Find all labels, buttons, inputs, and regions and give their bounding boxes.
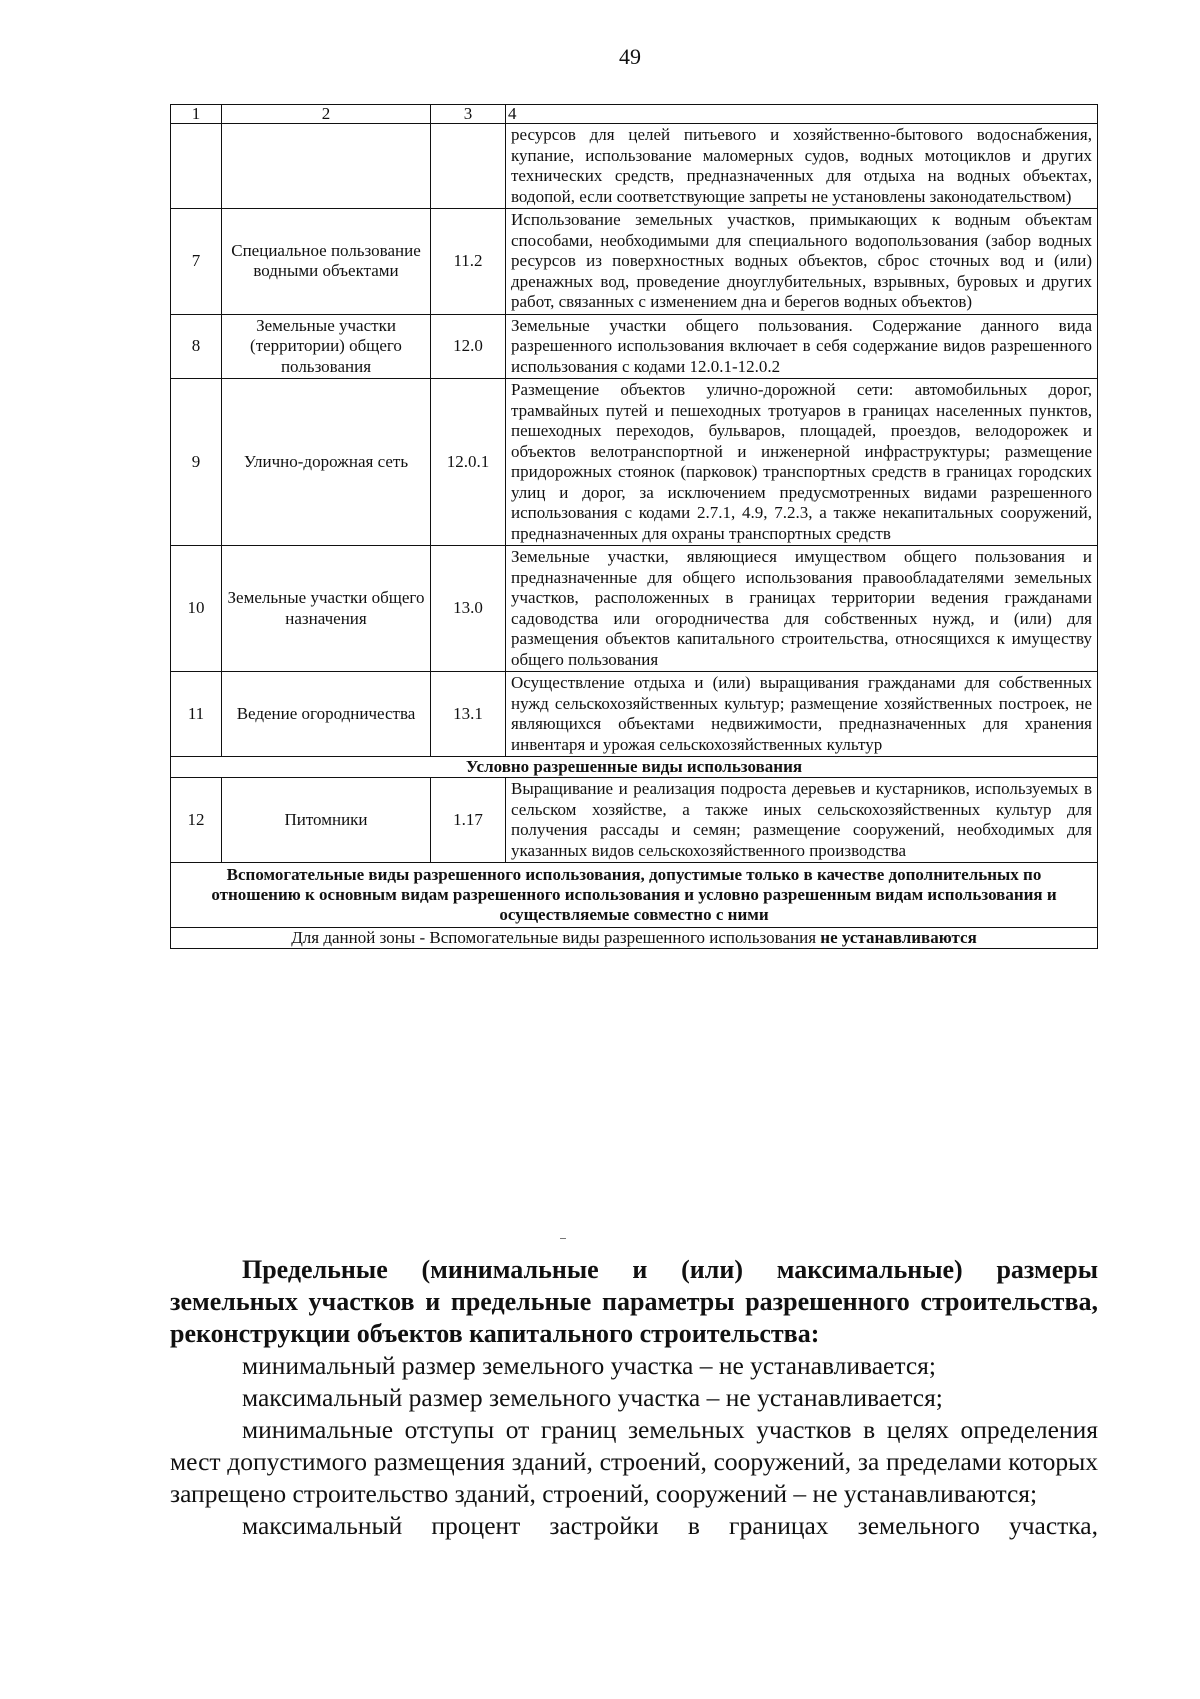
row-number (171, 124, 222, 209)
row-number: 12 (171, 778, 222, 863)
row-number: 7 (171, 209, 222, 315)
use-name: Земельные участки общего назначения (222, 546, 431, 672)
use-name: Земельные участки (территории) общего пользования (222, 314, 431, 379)
use-code: 11.2 (431, 209, 506, 315)
use-name: Ведение огородничества (222, 672, 431, 757)
use-description: ресурсов для целей питьевого и хозяйственно-бытового водоснабжения, купание, использование маломерных судов, водных мотоциклов и других технических средств, предназначенных для отдыха на водных объектах, водопой, если соответствующие запреты не установлены законодательством) (506, 124, 1098, 209)
permitted-use-table (170, 104, 1098, 949)
header-col-3: 3 (431, 105, 506, 124)
row-number: 9 (171, 379, 222, 546)
use-name (222, 124, 431, 209)
row-number: 8 (171, 314, 222, 379)
use-name: Специальное пользование водными объектами (222, 209, 431, 315)
section-title: Условно разрешенные виды использования (171, 757, 1098, 778)
paragraph: минимальные отступы от границ земельных участков в целях определения мест допустимого размещения зданий, строений, сооружений, за пределами которых запрещено строительство зданий, строений, сооружений – не устанавливаются; (170, 1415, 1098, 1508)
use-code: 1.17 (431, 778, 506, 863)
heading-line-1: Предельные (минимальные и (или) максимальные) размеры (242, 1255, 1098, 1284)
auxiliary-note (171, 928, 1098, 949)
heading-rest: земельных участков и предельные параметры разрешенного строительства, реконструкции объектов капитального строительства: (170, 1287, 1098, 1348)
paragraph: минимальный размер земельного участка – не устанавливается; (242, 1351, 936, 1380)
table-row (171, 778, 1098, 863)
use-code: 12.0.1 (431, 379, 506, 546)
use-name: Улично-дорожная сеть (222, 379, 431, 546)
table-header-row (171, 105, 1098, 124)
row-number: 10 (171, 546, 222, 672)
header-col-2: 2 (222, 105, 431, 124)
auxiliary-note-bold: не устанавливаются (820, 928, 977, 947)
section-heading (170, 1254, 1098, 1350)
auxiliary-note-row (171, 928, 1098, 949)
section-title: Вспомогательные виды разрешенного использования, допустимые только в качестве дополнительных по отношению к основным видам разрешенного использования и условно разрешенным видам использования и осуществляемые совместно с ними (171, 863, 1098, 928)
separator-mark (560, 1238, 566, 1239)
auxiliary-note-prefix: Для данной зоны - Вспомогательные виды разрешенного использования (291, 928, 821, 947)
table-row (171, 314, 1098, 379)
use-code: 13.0 (431, 546, 506, 672)
table-row (171, 672, 1098, 757)
table-row (171, 546, 1098, 672)
use-code: 12.0 (431, 314, 506, 379)
table-row-continuation (171, 124, 1098, 209)
paragraph: максимальный процент застройки в границах земельного участка, (242, 1511, 1098, 1540)
section-conditional-uses (171, 757, 1098, 778)
page-number: 49 (619, 44, 641, 69)
table-row (171, 379, 1098, 546)
use-name: Питомники (222, 778, 431, 863)
paragraph: максимальный размер земельного участка – не устанавливается; (242, 1383, 943, 1412)
table-row (171, 209, 1098, 315)
use-description: Выращивание и реализация подроста деревьев и кустарников, используемых в сельском хозяйстве, а также иных сельскохозяйственных культур для получения рассады и семян; размещение сооружений, необходимых для указанных видов сельскохозяйственного производства (506, 778, 1098, 863)
use-description: Использование земельных участков, примыкающих к водным объектам способами, необходимыми для специального водопользования (забор водных ресурсов из поверхностных водных объектов, сброс сточных вод и (или) дренажных вод, проведение дноуглубительных, взрывных, буровых и других работ, связанных с изменением дна и берегов водных объектов) (506, 209, 1098, 315)
header-col-1: 1 (171, 105, 222, 124)
use-description: Осуществление отдыха и (или) выращивания гражданами для собственных нужд сельскохозяйственных культур; размещение хозяйственных построек, не являющихся объектами недвижимости, предназначенных для хранения инвентаря и урожая сельскохозяйственных культур (506, 672, 1098, 757)
header-col-4: 4 (506, 105, 1098, 124)
use-description: Размещение объектов улично-дорожной сети: автомобильных дорог, трамвайных путей и пешеходных тротуаров в границах населенных пунктов, пешеходных переходов, бульваров, площадей, проездов, велодорожек и объектов велотранспортной и инженерной инфраструктуры; размещение придорожных стоянок (парковок) транспортных средств в границах городских улиц и дорог, за исключением предусмотренных видами разрешенного использования с кодами 2.7.1, 4.9, 7.2.3, а также некапитальных сооружений, предназначенных для охраны транспортных средств (506, 379, 1098, 546)
use-description: Земельные участки, являющиеся имуществом общего пользования и предназначенные для общего использования правообладателями земельных участков, расположенных в границах территории ведения гражданами садоводства или огородничества для собственных нужд, и (или) для размещения объектов капитального строительства, относящихся к имуществу общего пользования (506, 546, 1098, 672)
use-code: 13.1 (431, 672, 506, 757)
section-auxiliary-uses (171, 863, 1098, 928)
parameters-section (170, 1254, 1098, 1542)
use-code (431, 124, 506, 209)
row-number: 11 (171, 672, 222, 757)
use-description: Земельные участки общего пользования. Содержание данного вида разрешенного использования включает в себя содержание видов разрешенного использования с кодами 12.0.1-12.0.2 (506, 314, 1098, 379)
